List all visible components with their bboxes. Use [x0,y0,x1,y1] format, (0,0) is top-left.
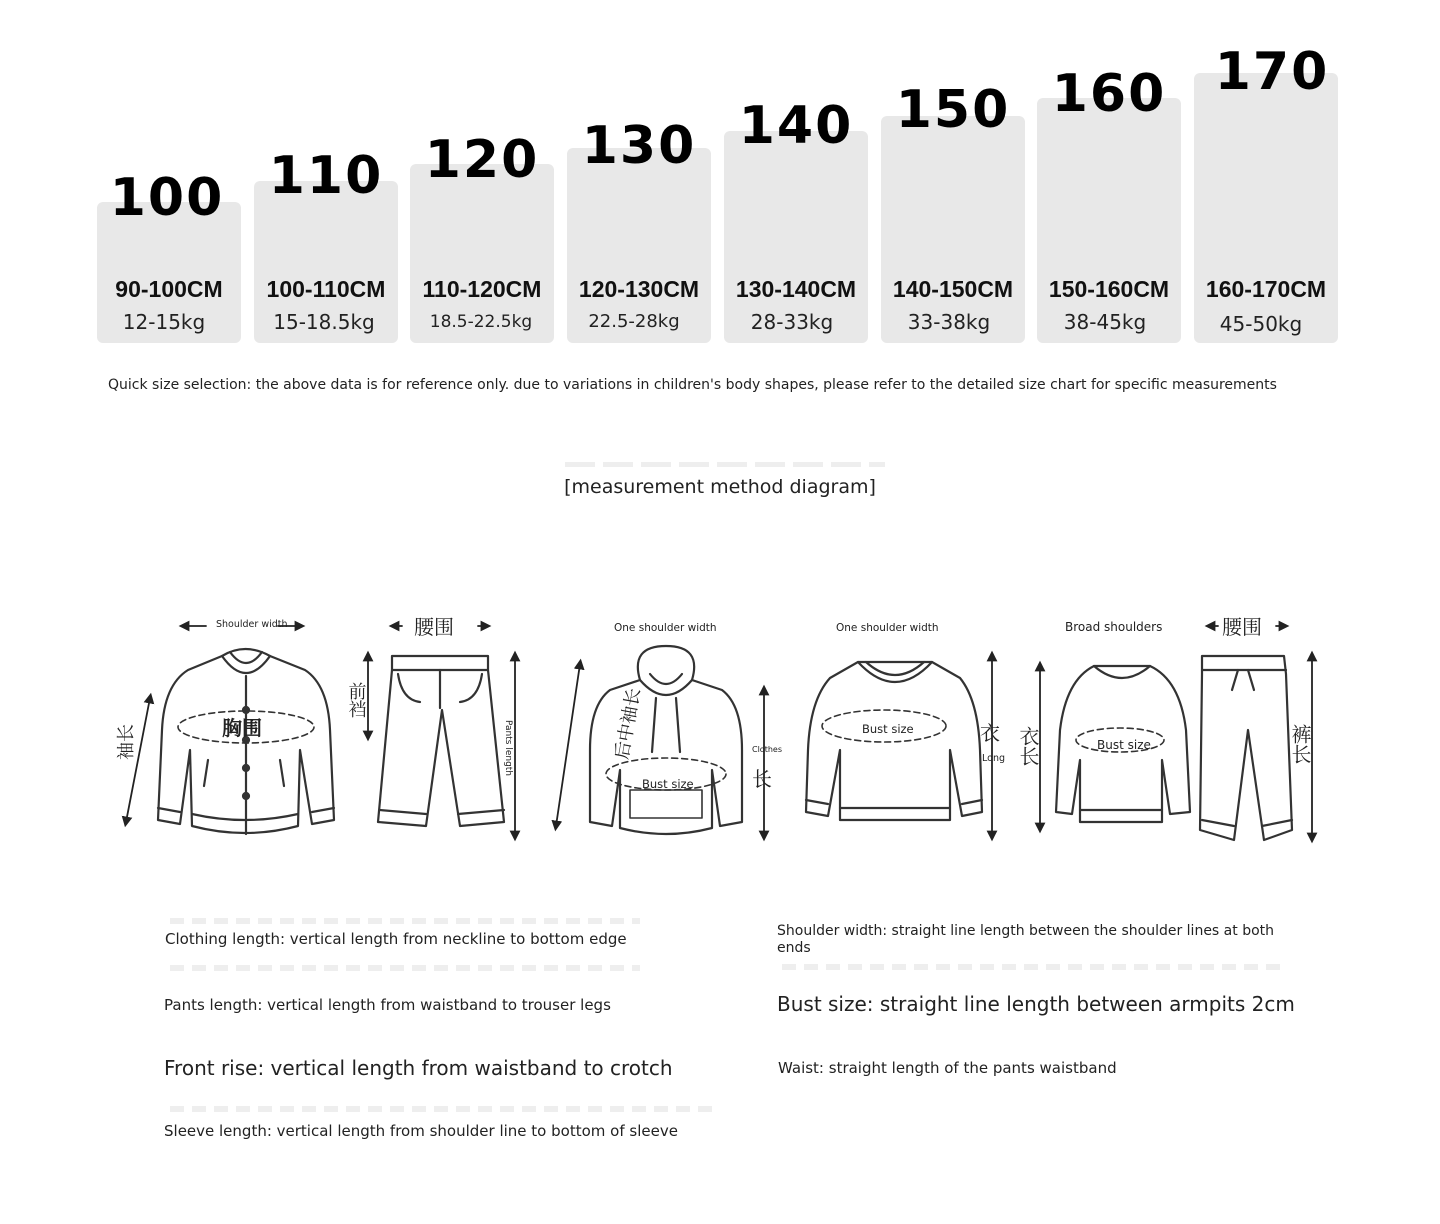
size-weight-100: 12-15kg [122,310,206,334]
diagram-title: [measurement method diagram] [564,476,876,498]
size-height-160: 150-160CM [1048,276,1170,302]
size-height-170: 160-170CM [1205,276,1327,302]
size-weight-110: 15-18.5kg [273,310,375,334]
label-front-rise: 前裆 [345,682,367,718]
label-broad-shoulders: Broad shoulders [1065,620,1163,634]
label-sweater-clothing: 衣 [980,721,1000,745]
divider [782,964,1282,970]
divider [170,1106,720,1112]
label-bust-size-2: Bust size [862,722,914,736]
label-hoodie-length: 长 [752,767,772,791]
divider [170,965,640,971]
size-height-140: 130-140CM [735,276,857,302]
size-weight-130: 22.5-28kg [588,311,680,332]
size-number-100: 100 [109,168,225,228]
size-number-140: 140 [738,96,854,156]
desc-bust-size: Bust size: straight line length between armpits 2cm [777,992,1295,1016]
size-weight-150: 33-38kg [907,310,991,334]
jacket-illustration [158,649,334,834]
desc-sleeve-length: Sleeve length: vertical length from shoulder line to bottom of sleeve [164,1122,678,1140]
size-number-130: 130 [581,116,697,176]
desc-waist: Waist: straight length of the pants waistband [778,1059,1117,1077]
label-joggers-waist: 腰围 [1222,615,1262,639]
label-jeans-waist: 腰围 [414,615,454,639]
size-weight-140: 28-33kg [750,310,834,334]
size-number-110: 110 [268,146,384,206]
label-bust-size-1: Bust size [642,777,694,791]
divider [170,918,640,924]
label-pants-length: Pants length [503,720,513,777]
size-card-150[interactable] [881,116,1025,343]
size-weight-170: 45-50kg [1219,312,1303,336]
label-jacket-sleeve: 袖长 [116,724,137,760]
label-one-shoulder-width-2: One shoulder width [836,622,939,634]
label-shoulder-width: Shoulder width [216,619,288,630]
size-height-150: 140-150CM [892,276,1014,302]
label-joggers-length: 裤长 [1288,724,1312,764]
jeans-illustration [378,656,504,826]
hoodie-illustration [590,646,742,834]
size-number-170: 170 [1214,42,1330,102]
size-height-130: 120-130CM [578,276,700,302]
label-clothes: Clothes [752,745,782,754]
divider [565,462,885,467]
desc-pants-length: Pants length: vertical length from waistband to trouser legs [164,996,611,1014]
size-number-120: 120 [424,130,540,190]
size-card-160[interactable] [1037,98,1181,343]
size-note: Quick size selection: the above data is for reference only. due to variations in children's body shapes, please refer to the detailed size chart for specific measurements [108,377,1277,393]
desc-clothing-length: Clothing length: vertical length from neckline to bottom edge [165,930,627,948]
joggers-illustration [1200,656,1292,840]
desc-shoulder-width: Shoulder width: straight line length between the shoulder lines at both ends [777,923,1275,956]
label-bust-size-3: Bust size [1097,738,1151,752]
size-number-150: 150 [895,80,1011,140]
label-jacket-chest: 胸围 [222,716,262,740]
desc-front-rise: Front rise: vertical length from waistband to crotch [164,1056,673,1080]
sweater-illustration [806,662,982,820]
label-long: Long [982,753,1005,764]
label-sweatshirt-length: 衣长 [1016,726,1040,766]
label-one-shoulder-width-1: One shoulder width [614,622,717,634]
size-height-100: 90-100CM [115,276,223,302]
measurement-diagram [0,590,1440,860]
size-number-160: 160 [1051,64,1167,124]
label-hoodie-sleeve: 后中袖长 [611,686,645,762]
size-weight-120: 18.5-22.5kg [429,312,533,332]
size-height-110: 100-110CM [266,276,386,302]
size-height-120: 110-120CM [422,276,542,302]
size-weight-160: 38-45kg [1063,310,1147,334]
